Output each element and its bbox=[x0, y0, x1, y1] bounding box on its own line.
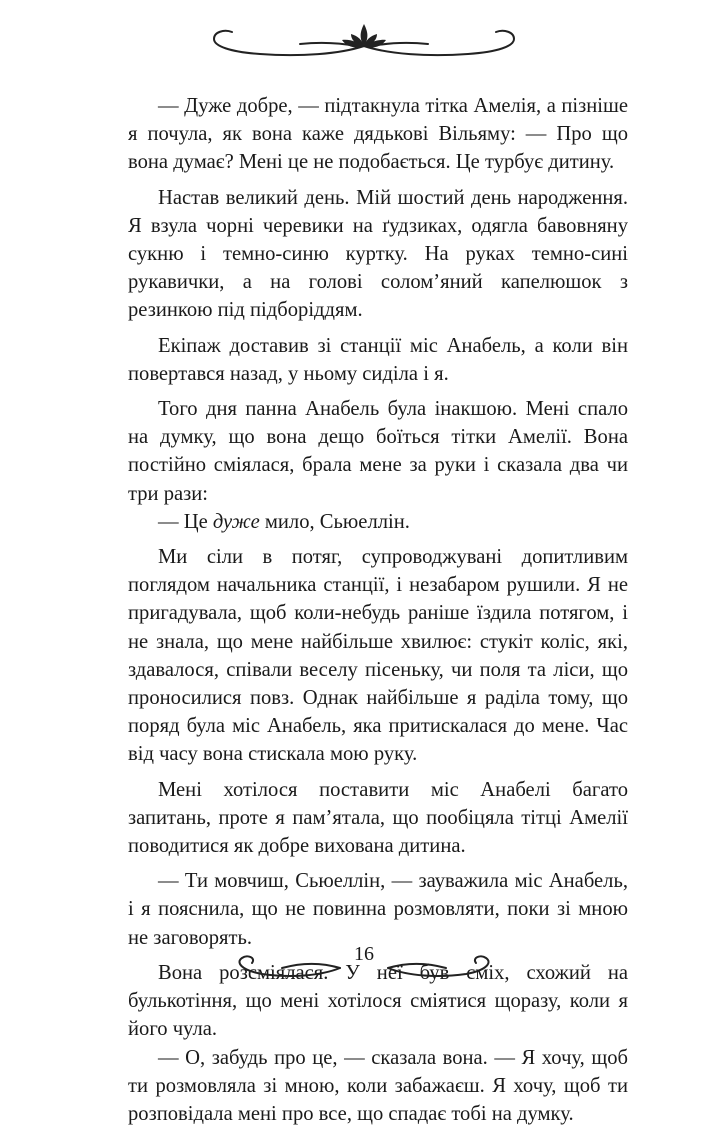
emphasis: дуже bbox=[212, 510, 260, 533]
paragraph: Мені хотілося поставити міс Анабелі багато запитань, проте я пам’ятала, що пообіцяла тітці Амелії поводитися як добре вихована дитина. bbox=[128, 778, 628, 858]
paragraph: — О, забудь про це, — сказала вона. — Я хочу, щоб ти розмовляла зі мною, коли забажаєш. Я хочу, щоб ти розповідала мені про все, що спадає тобі на думку. bbox=[128, 1046, 628, 1125]
paragraph: — Дуже добре, — підтакнула тітка Амелія, а пізніше я почула, як вона каже дядькові Вільяму: — Про що вона думає? Мені це не подобається. Це турбує дитину. bbox=[128, 95, 628, 174]
paragraph: Екіпаж доставив зі станції міс Анабель, а коли він повертався назад, у ньому сиділа і я. bbox=[128, 334, 628, 385]
paragraph-dialogue: — Це дуже мило, Сьюеллін. bbox=[158, 510, 410, 533]
paragraph: Того дня панна Анабель була інакшою. Мені спало на думку, що вона дещо боїться тітки Амелії. Вона постійно сміялася, брала мене за руки і сказала два чи три рази: bbox=[128, 398, 628, 505]
paragraph: Настав великий день. Мій шостий день народження. Я взула чорні черевики на ґудзиках, одягла бавовняну сукню і темно-синю куртку. На руках темно-сині рукавички, а на голові солом’яний капелюшок з резинкою під підборіддям. bbox=[128, 186, 628, 322]
top-ornament bbox=[0, 10, 728, 70]
paragraph: Вона розсміялася. У неї був сміх, схожий на булькотіння, що мені хотілося сміятися щоразу, коли я його чула. bbox=[128, 961, 628, 1041]
paragraph: Ми сіли в потяг, супроводжувані допитливим поглядом начальника станції, і незабаром рушили. Я не пригадувала, щоб коли-небудь раніше їздила потягом, і не знала, що мене найбільше хвилює: стукіт коліс, які, здавалося, співали веселу пісеньку, чи поля та ліси, що проносилися повз. Однак найбільше я раділа тому, що поряд була міс Анабель, яка притискалася до мене. Час від часу вона стискала мою руку. bbox=[128, 546, 628, 766]
paragraph: — Ти мовчиш, Сьюеллін, — зауважила міс Анабель, і я пояснила, що не повинна розмовляти, поки зі мною не заговорять. bbox=[128, 870, 628, 949]
page-number: 16 bbox=[354, 943, 374, 965]
